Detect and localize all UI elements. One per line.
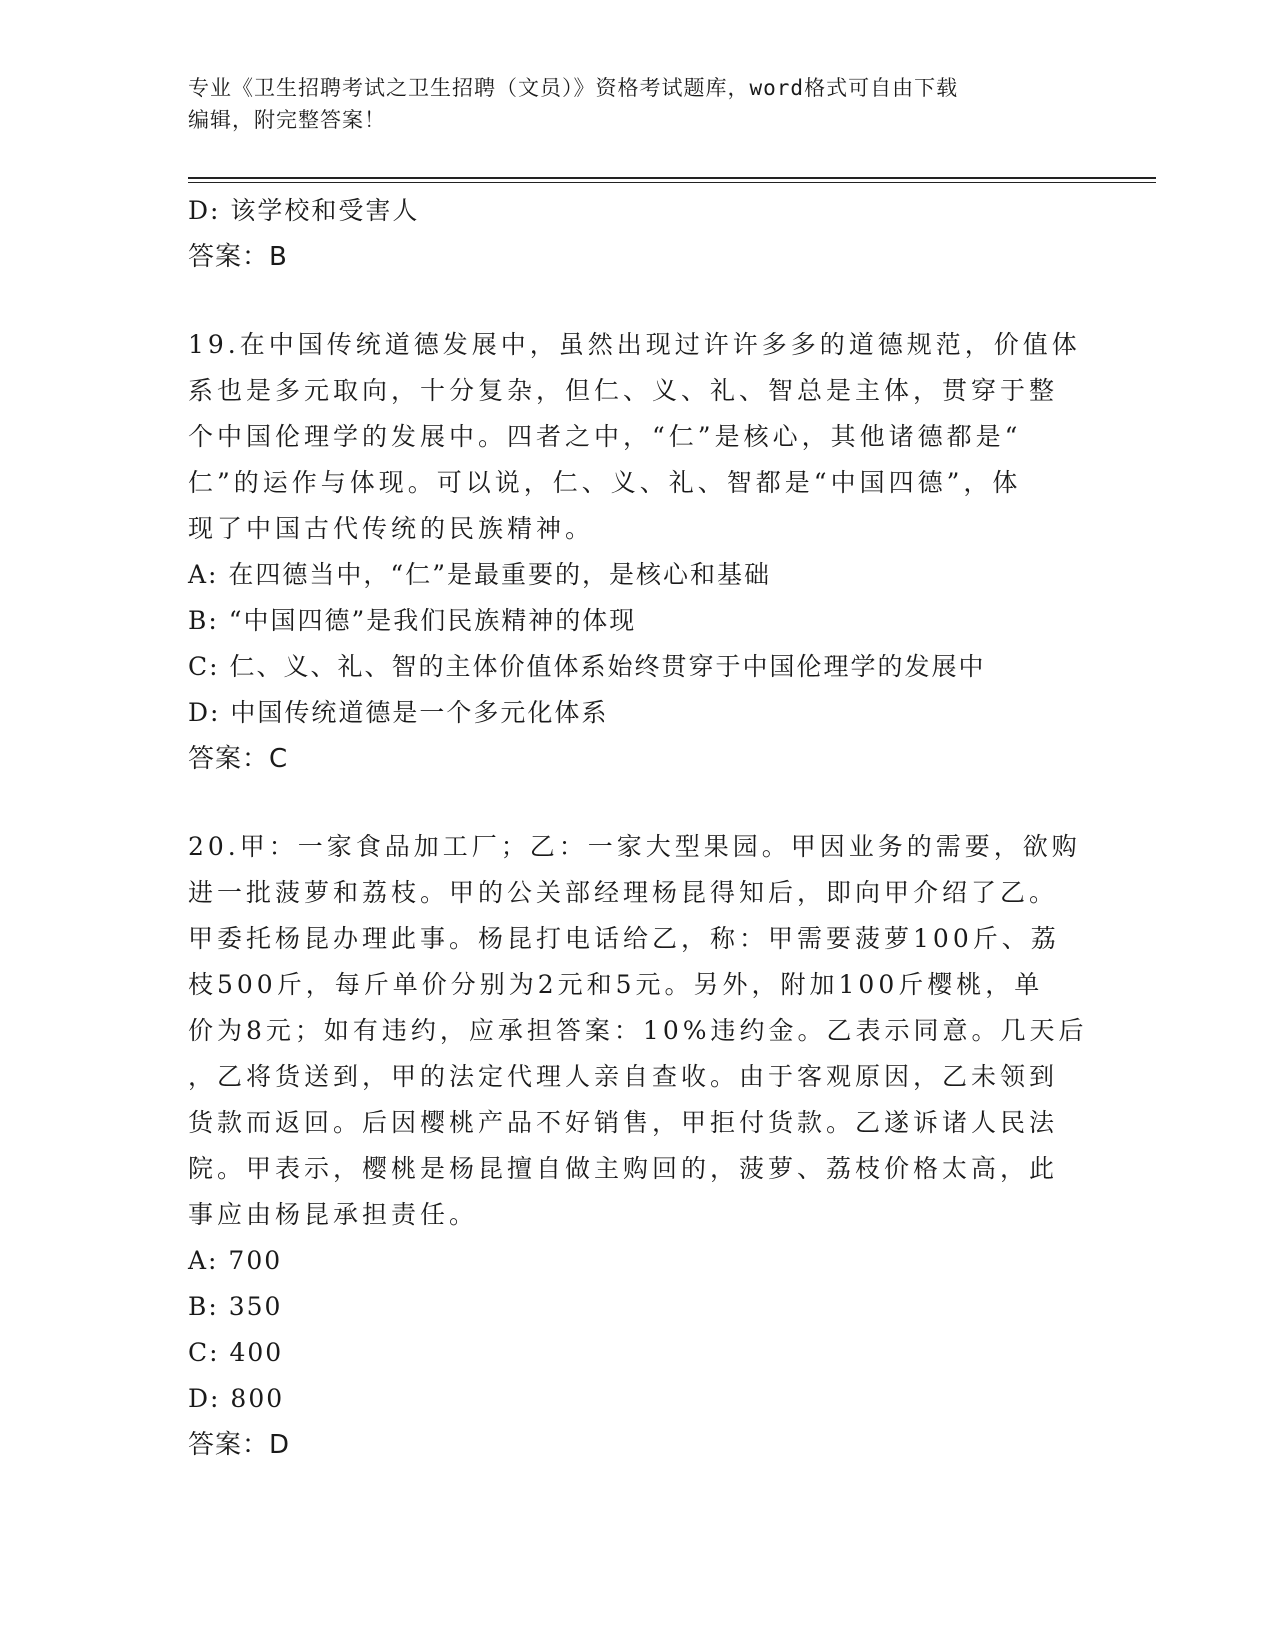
q19-option-b: B: “中国四德”是我们民族精神的体现	[188, 606, 637, 635]
question-content	[188, 188, 1088, 1468]
q20-option-b: B: 350	[188, 1292, 283, 1321]
header-divider-thin	[188, 182, 1156, 183]
q20-option-c: C: 400	[188, 1338, 284, 1367]
q19-option-a: A: 在四德当中，“仁”是最重要的，是核心和基础	[188, 560, 771, 589]
q20-option-d: D: 800	[188, 1384, 285, 1413]
document-header: 专业《卫生招聘考试之卫生招聘（文员）》资格考试题库，word格式可自由下载 编辑，附完整答案！	[188, 76, 959, 132]
q19-stem: 19.在中国传统道德发展中，虽然出现过许许多多的道德规范，价值体 系也是多元取向，十分复杂，但仁、义、礼、智总是主体，贯穿于整 个中国伦理学的发展中。四者之中，“仁”是核心，其他诸德都是“ 仁”的运作与体现。可以说，仁、义、礼、智都是“中国四德”，体 现了中国古代传统的民族精神。	[188, 330, 1081, 543]
q18-option-d: D: 该学校和受害人	[188, 196, 420, 225]
q20-answer: 答案：D	[188, 1430, 291, 1460]
header-divider-thick	[188, 177, 1156, 179]
q18-answer: 答案：B	[188, 242, 288, 272]
spacer	[188, 782, 1088, 824]
q20-stem: 20.甲：一家食品加工厂；乙：一家大型果园。甲因业务的需要，欲购 进一批菠萝和荔枝。甲的公关部经理杨昆得知后，即向甲介绍了乙。 甲委托杨昆办理此事。杨昆打电话给乙，称：甲需要菠萝100斤、荔 枝500斤，每斤单价分别为2元和5元。另外，附加100斤樱桃，单 价为8元；如有违约，应承担答案：10%违约金。乙表示同意。几天后 ，乙将货送到，甲的法定代理人亲自查收。由于客观原因，乙未领到 货款而返回。后因樱桃产品不好销售，甲拒付货款。乙遂诉诸人民法 院。甲表示，樱桃是杨昆擅自做主购回的，菠萝、荔枝价格太高，此 事应由杨昆承担责任。	[188, 832, 1088, 1229]
q19-answer: 答案：C	[188, 744, 289, 774]
spacer	[188, 280, 1088, 322]
q20-option-a: A: 700	[188, 1246, 283, 1275]
q19-option-d: D: 中国传统道德是一个多元化体系	[188, 698, 609, 727]
q19-option-c: C: 仁、义、礼、智的主体价值体系始终贯穿于中国伦理学的发展中	[188, 652, 986, 681]
